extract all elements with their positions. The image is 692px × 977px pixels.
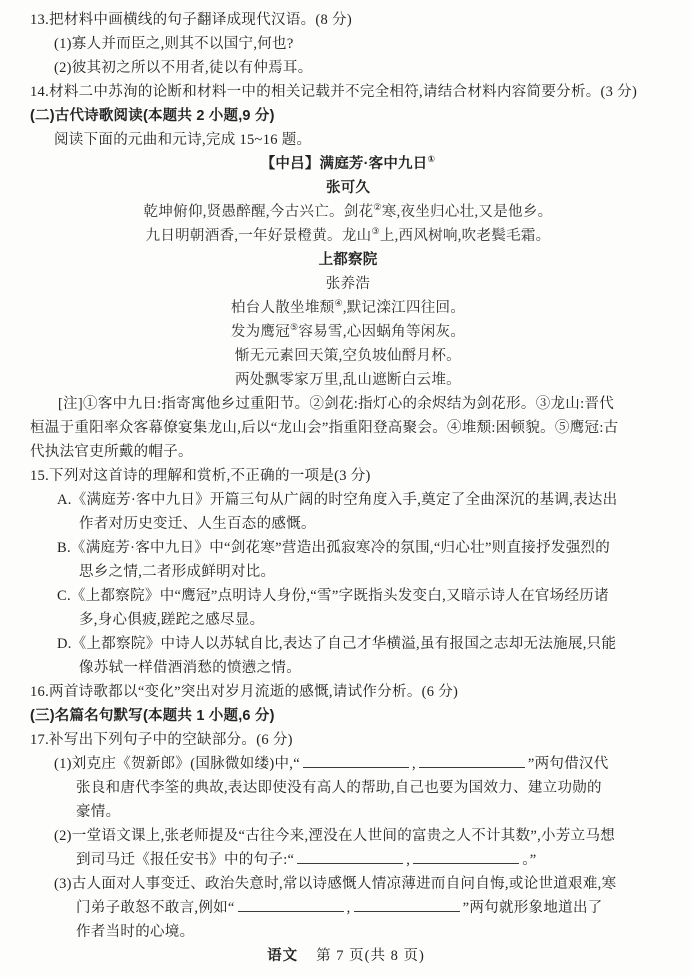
- q16-stem: 16.两首诗歌都以“变化”突出对岁月流逝的感慨,请试作分析。(6 分): [30, 684, 459, 700]
- footnote-marker-3: ③: [371, 226, 380, 237]
- poem-2-line-3: [30, 344, 666, 368]
- q15-stem: 15.下列对这首诗的理解和赏析,不正确的一项是(3 分): [30, 468, 371, 484]
- note-line-1: [注]①客中九日:指寄寓他乡过重阳节。②剑花:指灯心的余烬结为剑花形。③龙山:晋代: [58, 396, 615, 412]
- poem-1-line-1: [30, 200, 666, 224]
- poem-text: ,默记滦江四往回。: [342, 300, 466, 316]
- poem-text: 乾坤俯仰,贤愚醉醒,今古兴亡。剑花: [143, 204, 374, 220]
- q15-option-c-line-1: C.《上都察院》中“鹰冠”点明诗人身份,“雪”字既指头发变白,又暗示诗人在官场经历诸: [57, 588, 609, 604]
- q13-item-2: (2)彼其初之所以不用者,徒以有仲焉耳。: [54, 60, 313, 76]
- poem-text: 惭无元素回天策,空负坡仙酹月杯。: [235, 348, 461, 364]
- poem-1-author: 张可久: [325, 180, 371, 196]
- q15-option-a-line-2: 作者对历史变迁、人生百态的感慨。: [79, 516, 316, 532]
- answer-blank: [419, 754, 525, 768]
- poem-text: 九日明朝酒香,一年好景橙黄。龙山: [145, 228, 372, 244]
- q17-item-3-line-2: [30, 896, 666, 920]
- answer-blank: [303, 754, 409, 768]
- q17-item-3-line-1: (3)古人面对人事变迁、政治失意时,常以诗感慨人情凉薄进而自问自悔,或论世道艰难,寒: [54, 876, 617, 892]
- footnote-marker-2: ②: [373, 202, 382, 213]
- page-footer: [0, 944, 692, 965]
- poem-text: 容易雪,心因蜗角等闲灰。: [298, 324, 466, 340]
- poem-1-line-2: [30, 224, 666, 248]
- poem-2-title: 上都察院: [318, 252, 378, 268]
- section-2-intro: 阅读下面的元曲和元诗,完成 15~16 题。: [54, 132, 312, 148]
- q17-item-1-line-2: 张良和唐代李筌的典故,表达即使没有高人的帮助,自己也要为国效力、建立功勋的: [76, 780, 602, 796]
- q17-item-3-line-3: 作者当时的心境。: [76, 924, 195, 940]
- footer-subject: 语文: [267, 948, 299, 964]
- q15-option-c-line-2: 多,身心俱疲,蹉跎之感尽显。: [79, 612, 265, 628]
- poem-text: 上,西风树响,吹老鬓毛霜。: [379, 228, 551, 244]
- poem-2-line-1: [30, 296, 666, 320]
- q17-stem: 17.补写出下列句子中的空缺部分。(6 分): [30, 732, 293, 748]
- q15-option-d-line-1: D.《上都察院》中诗人以苏轼自比,表达了自己才华横溢,虽有报国之志却无法施展,只能: [57, 636, 617, 652]
- q17-item-2-line-1: (2)一堂语文课上,张老师提及“古往今来,湮没在人世间的富贵之人不计其数”,小芳立马想: [54, 828, 616, 844]
- q17-item-1-text: (1)刘克庄《贺新郎》(国脉微如缕)中,“: [54, 756, 300, 772]
- poem-text: 寒,夜坐归心壮,又是他乡。: [381, 204, 553, 220]
- poem-1-title-text: 【中吕】满庭芳·客中九日: [260, 156, 428, 172]
- q17-item-1-text: ”两句借汉代: [527, 756, 609, 772]
- poem-1-title: [30, 152, 666, 176]
- q17-item-2-text: ,: [406, 852, 411, 868]
- q13-item-1: (1)寡人并而臣之,则其不以国宁,何也?: [54, 36, 294, 52]
- footnote-marker-4: ④: [334, 298, 343, 309]
- answer-blank: [413, 850, 519, 864]
- q15-option-b-line-1: B.《满庭芳·客中九日》中“剑花寒”营造出孤寂寒冷的氛围,“归心壮”则直接抒发强烈的: [57, 540, 611, 556]
- poem-2-author: 张养浩: [325, 276, 371, 292]
- q14-stem: 14.材料二中苏洵的论断和材料一中的相关记载并不完全相符,请结合材料内容简要分析。(3 分): [30, 84, 638, 100]
- footer-page-number: 第 7 页(共 8 页): [316, 948, 425, 964]
- q17-item-1-line-3: 豪情。: [76, 804, 121, 820]
- poem-2-line-2: [30, 320, 666, 344]
- q15-option-d-line-2: 像苏轼一样借酒消愁的愤懑之情。: [79, 660, 301, 676]
- q17-item-2-text: 。”: [522, 852, 537, 868]
- poem-text: 发为鹰冠: [230, 324, 291, 340]
- q15-option-a-line-1: A.《满庭芳·客中九日》开篇三句从广阔的时空角度入手,奠定了全曲深沉的基调,表达出: [57, 492, 618, 508]
- section-3-heading: (三)名篇名句默写(本题共 1 小题,6 分): [30, 708, 275, 724]
- answer-blank: [238, 898, 344, 912]
- q17-item-2-line-2: [30, 848, 666, 872]
- footnote-marker-1: ①: [427, 154, 436, 165]
- q17-item-3-text: ,: [346, 900, 351, 916]
- q17-item-1-text: ,: [411, 756, 416, 772]
- footnote-marker-5: ⑤: [290, 322, 299, 333]
- q17-item-2-text: 到司马迁《报任安书》中的句子:“: [76, 852, 295, 868]
- q17-item-3-text: 门弟子敢怒不敢言,例如“: [76, 900, 235, 916]
- note-line-3: 代执法官吏所戴的帽子。: [30, 444, 193, 460]
- poem-2-line-4: [30, 368, 666, 392]
- poem-text: 柏台人散坐堆颓: [230, 300, 335, 316]
- answer-blank: [297, 850, 403, 864]
- q17-item-3-text: ”两句就形象地道出了: [462, 900, 603, 916]
- q15-option-b-line-2: 思乡之情,二者形成鲜明对比。: [79, 564, 276, 580]
- answer-blank: [354, 898, 460, 912]
- q13-stem: 13.把材料中画横线的句子翻译成现代汉语。(8 分): [30, 12, 352, 28]
- section-2-heading: (二)古代诗歌阅读(本题共 2 小题,9 分): [30, 108, 275, 124]
- q17-item-1-line-1: [30, 752, 666, 776]
- poem-text: 两处飘零家万里,乱山遮断白云堆。: [235, 372, 461, 388]
- note-line-2: 桓温于重阳率众客幕僚宴集龙山,后以“龙山会”指重阳登高聚会。④堆颓:困顿貌。⑤鹰冠:古: [30, 420, 619, 436]
